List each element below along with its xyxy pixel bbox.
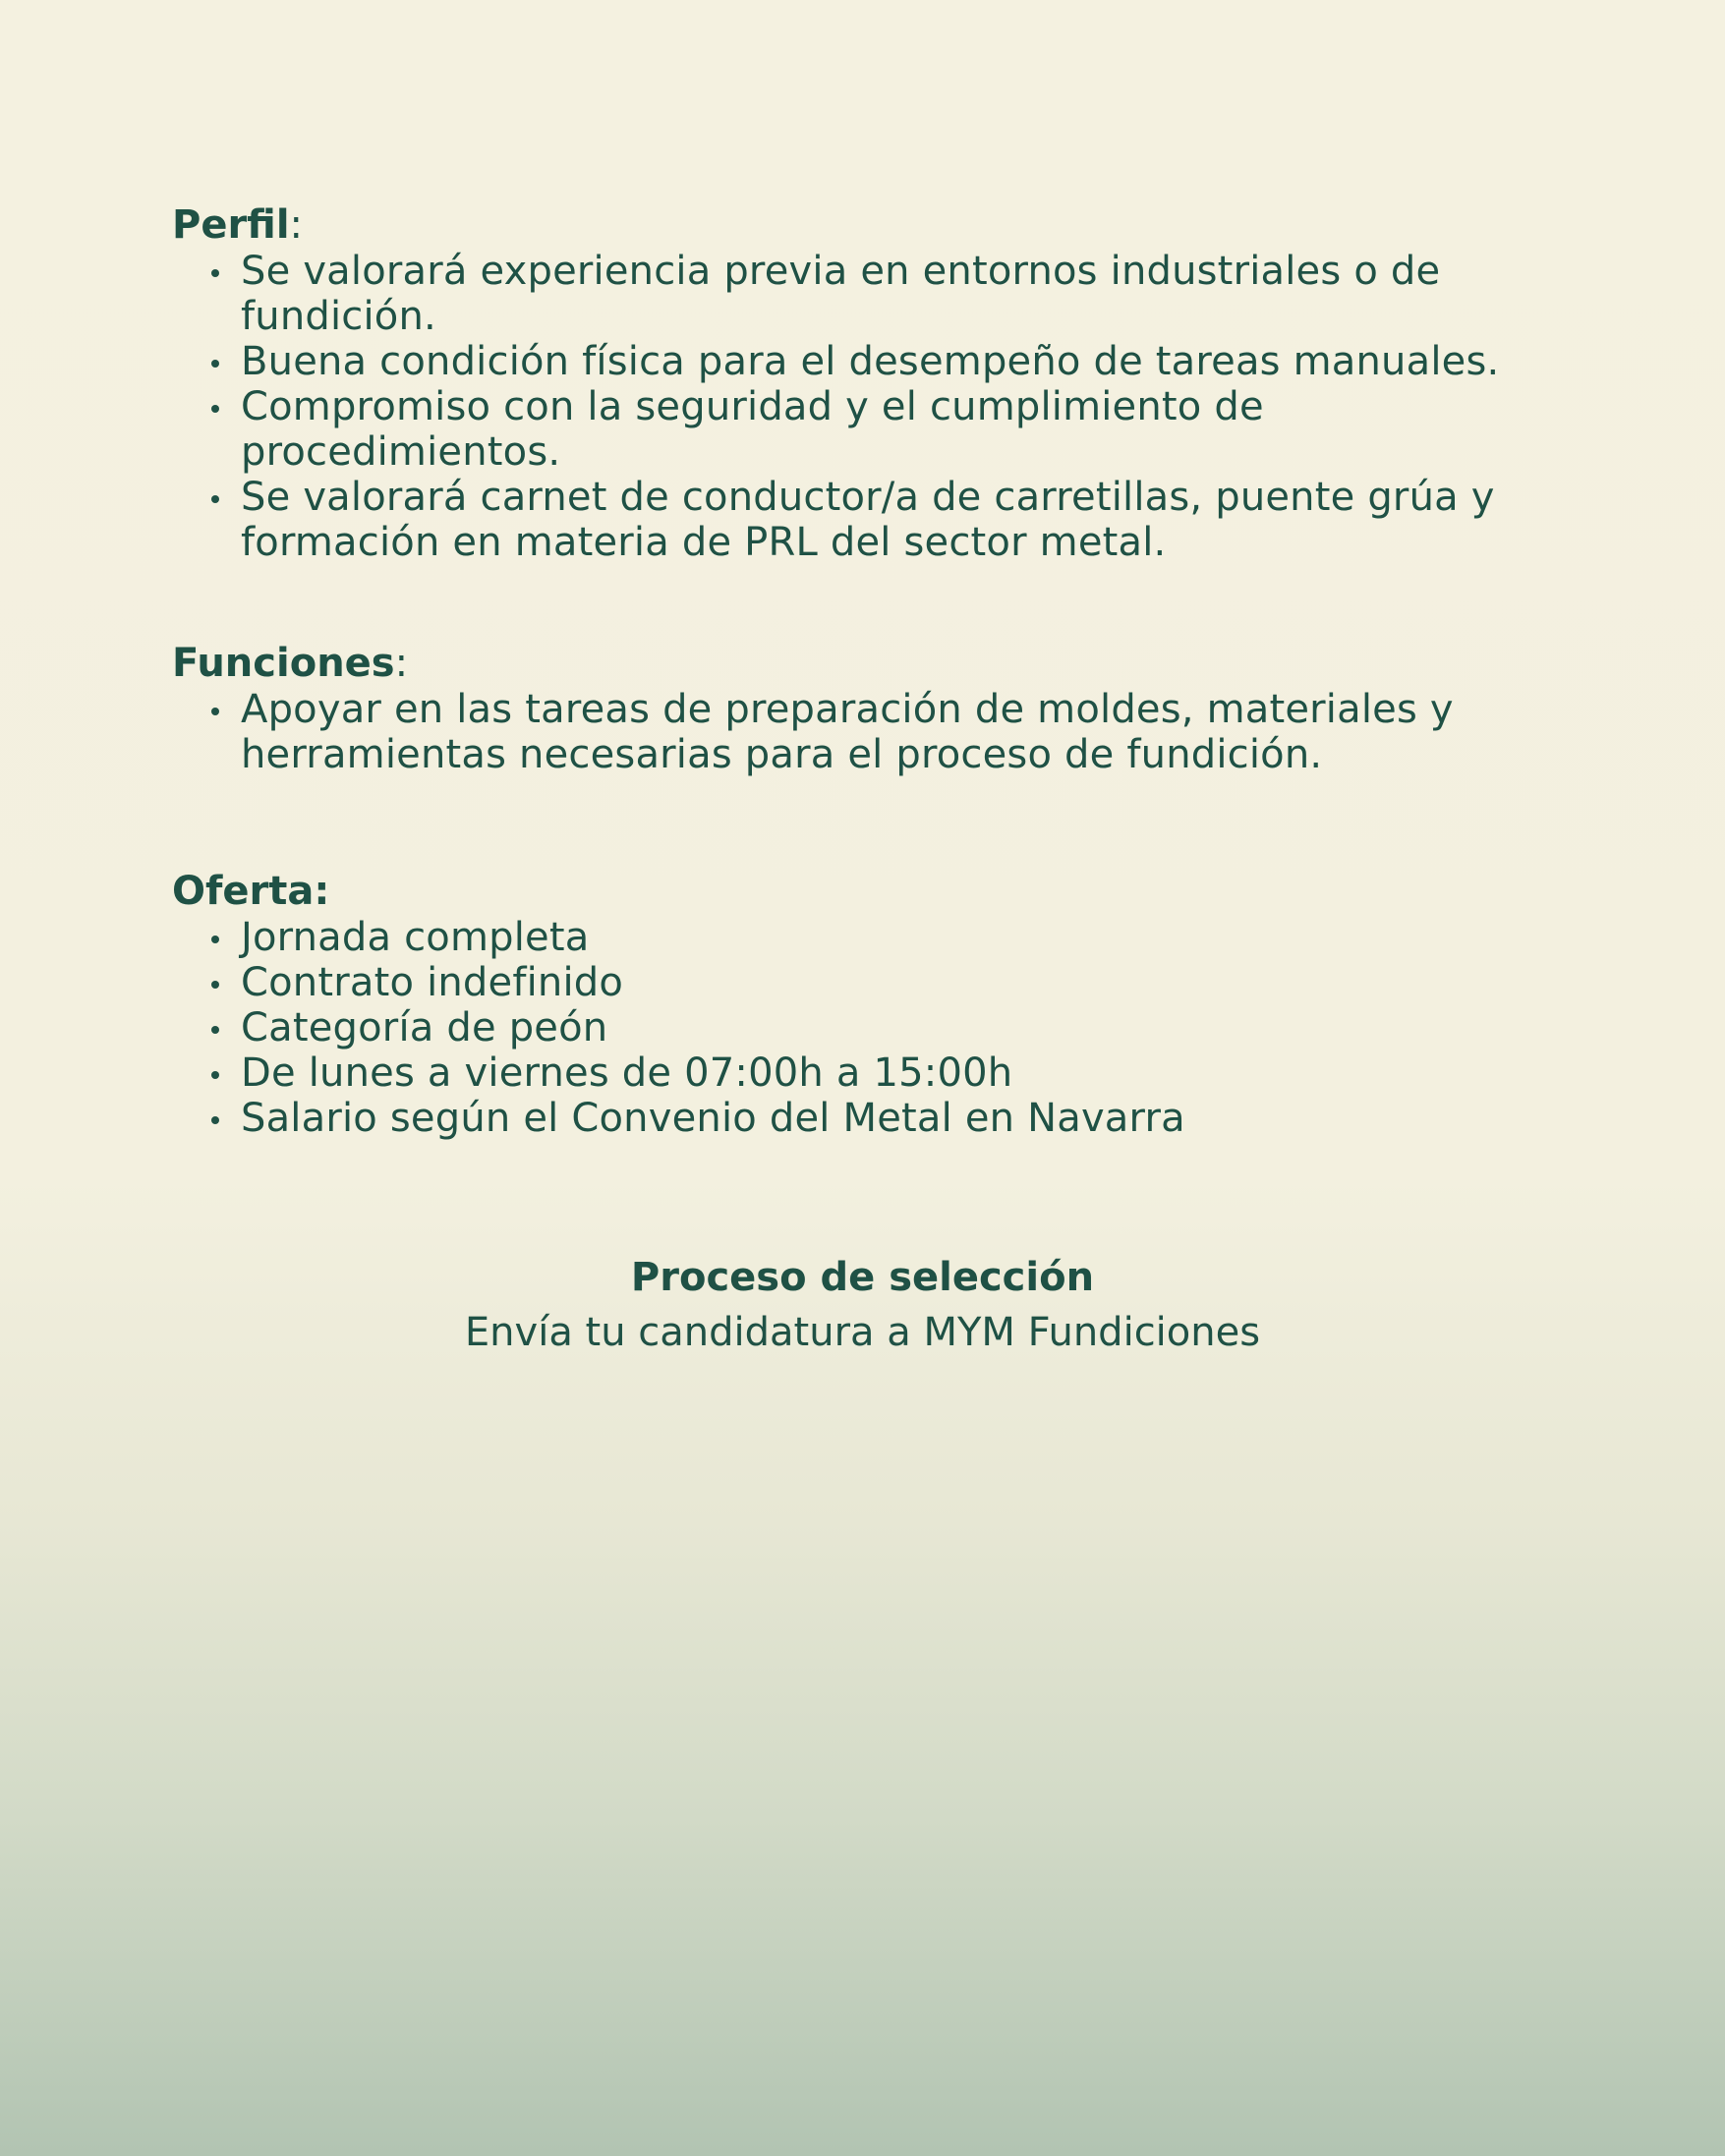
bullet-dot-icon	[211, 360, 219, 368]
list-item-text: Contrato indefinido	[241, 960, 624, 1005]
list-item-text: Se valorará carnet de conductor/a de carretillas, puente grúa y formación en materia de PRL del sector metal.	[241, 475, 1495, 565]
list-item-text: Jornada completa	[241, 915, 590, 960]
bullet-dot-icon	[211, 1116, 219, 1124]
list-item	[241, 960, 1568, 1005]
perfil-title: Perfil	[172, 202, 290, 248]
list-item-text: Salario según el Convenio del Metal en Navarra	[241, 1096, 1185, 1141]
list-item	[241, 1050, 1568, 1096]
oferta-title: Oferta:	[172, 869, 330, 914]
oferta-heading	[172, 868, 1568, 915]
list-item-text: Compromiso con la seguridad y el cumplimiento de procedimientos.	[241, 384, 1264, 475]
funciones-section	[172, 640, 1568, 777]
list-item-text: Buena condición física para el desempeño de tareas manuales.	[241, 339, 1500, 384]
funciones-colon: :	[394, 641, 409, 686]
funciones-heading	[172, 640, 1568, 687]
selection-title: Proceso de selección	[630, 1255, 1095, 1300]
perfil-list	[172, 249, 1568, 565]
funciones-title: Funciones	[172, 641, 395, 686]
list-item	[241, 687, 1568, 777]
bullet-dot-icon	[211, 708, 219, 715]
oferta-list	[172, 915, 1568, 1141]
perfil-heading	[172, 201, 1568, 249]
list-item	[241, 915, 1568, 960]
bullet-dot-icon	[211, 269, 219, 277]
bullet-dot-icon	[211, 981, 219, 989]
list-item	[241, 339, 1568, 384]
list-item	[241, 1096, 1568, 1141]
bullet-dot-icon	[211, 1026, 219, 1034]
job-offer-content	[172, 201, 1568, 1141]
list-item-text: De lunes a viernes de 07:00h a 15:00h	[241, 1050, 1013, 1096]
bullet-dot-icon	[211, 1071, 219, 1079]
list-item	[241, 1005, 1568, 1050]
perfil-section	[172, 201, 1568, 565]
list-item-text: Apoyar en las tareas de preparación de moldes, materiales y herramientas necesarias para el proceso de fundición.	[241, 687, 1454, 777]
bullet-dot-icon	[211, 936, 219, 943]
bullet-dot-icon	[211, 495, 219, 503]
list-item	[241, 384, 1568, 475]
funciones-list	[172, 687, 1568, 777]
oferta-section	[172, 868, 1568, 1141]
list-item	[241, 475, 1568, 565]
perfil-colon: :	[289, 202, 304, 248]
list-item-text: Se valorará experiencia previa en entornos industriales o de fundición.	[241, 249, 1441, 339]
selection-process	[0, 1250, 1725, 1360]
list-item	[241, 249, 1568, 339]
bullet-dot-icon	[211, 405, 219, 413]
list-item-text: Categoría de peón	[241, 1005, 608, 1050]
selection-text: Envía tu candidatura a MYM Fundiciones	[464, 1310, 1261, 1355]
